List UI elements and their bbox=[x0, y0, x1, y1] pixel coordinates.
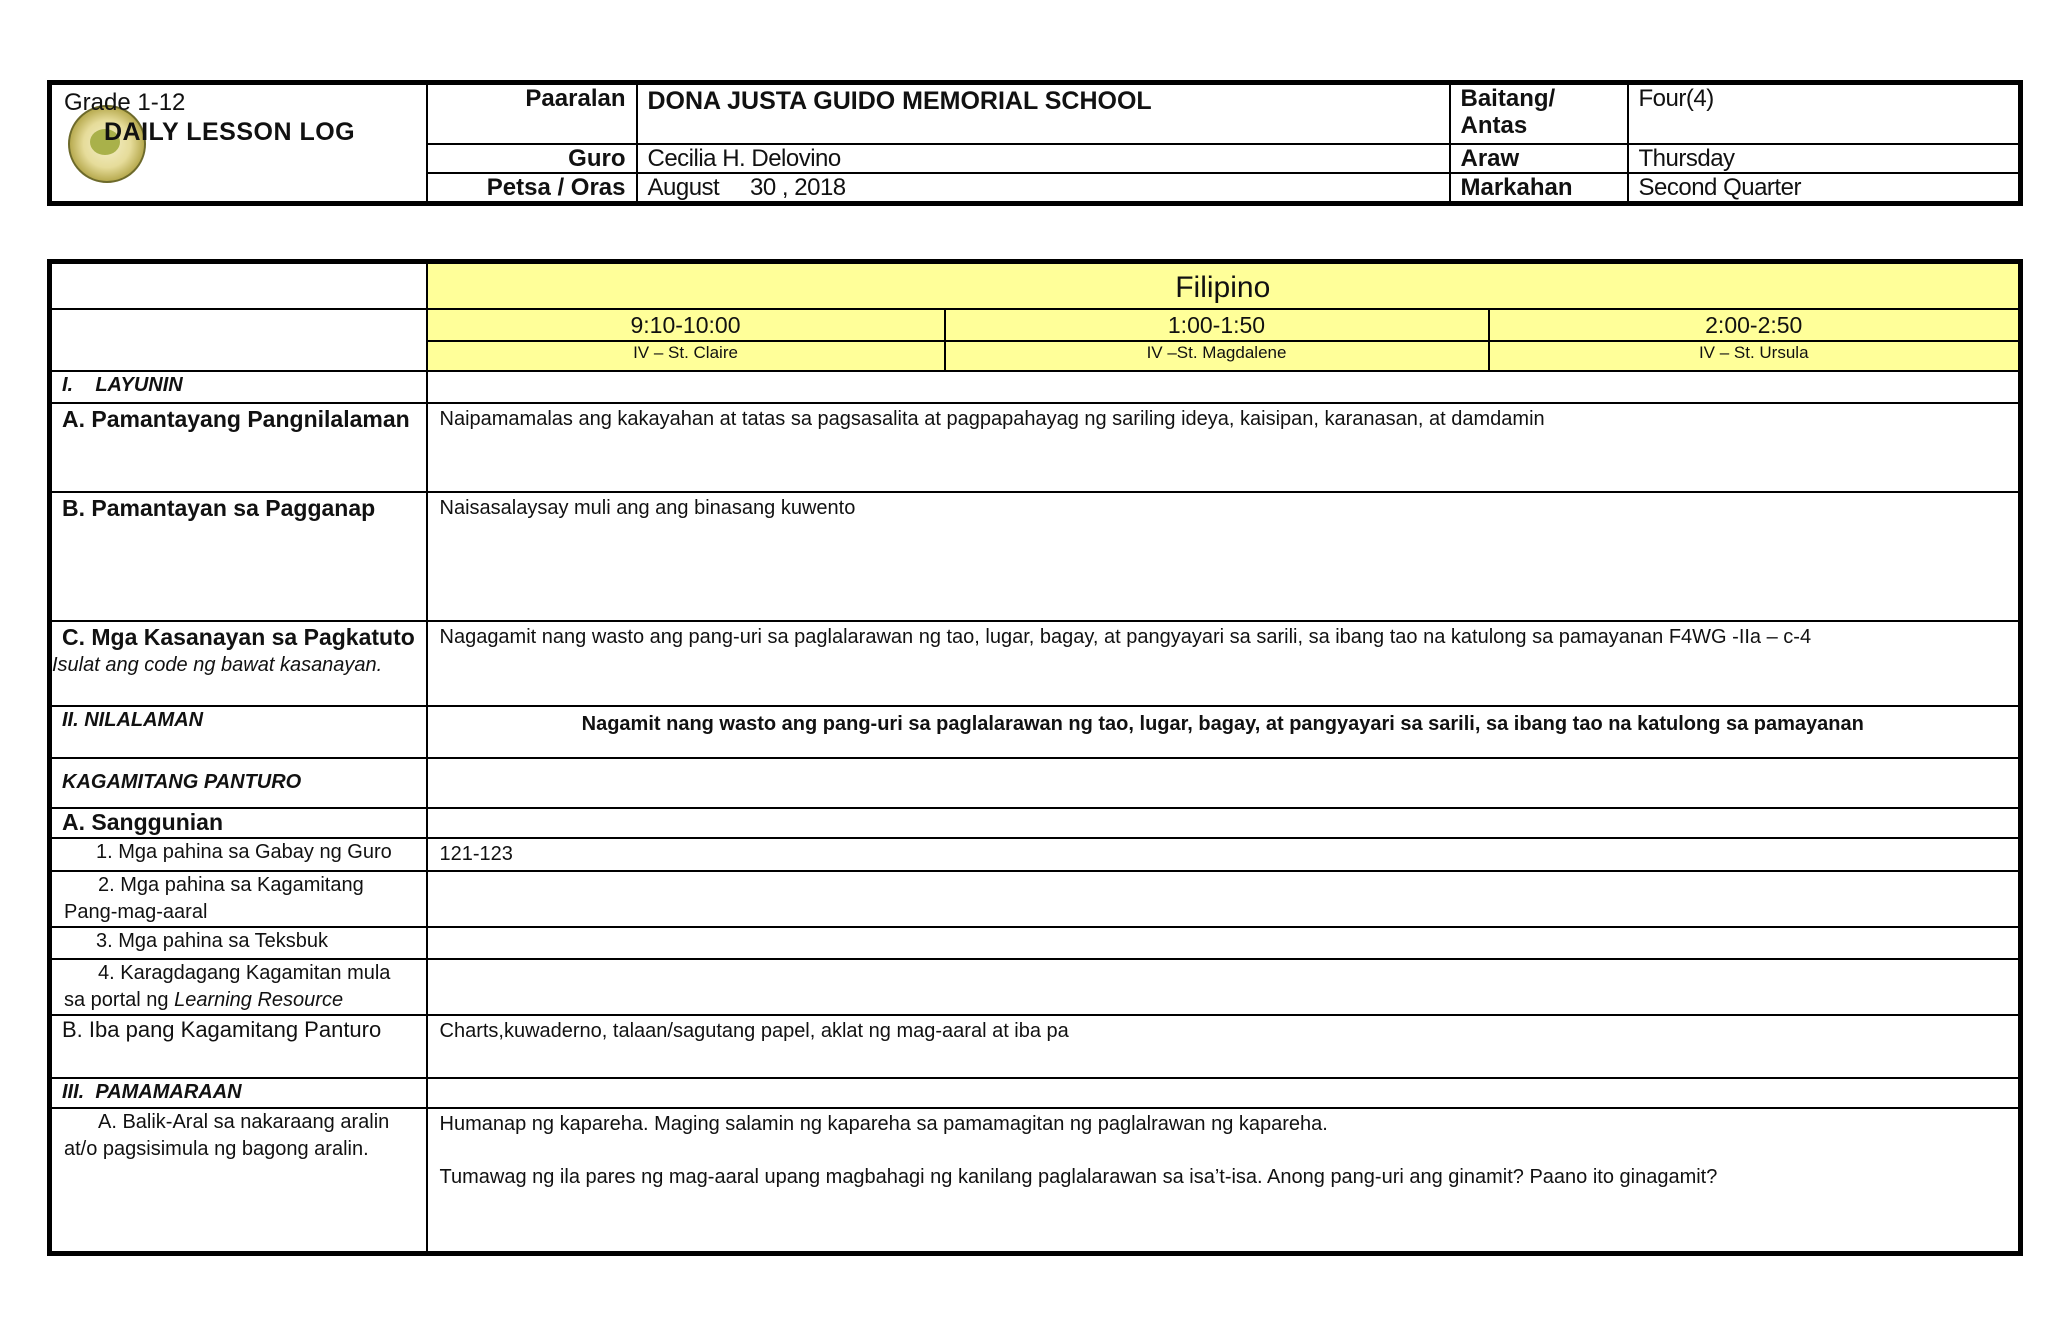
header-table bbox=[47, 80, 2023, 206]
markahan-value: Second Quarter bbox=[1628, 173, 2021, 204]
pamantayang-pangnilalaman-label: A. Pamantayang Pangnilalaman bbox=[50, 403, 427, 492]
blank-cell bbox=[427, 371, 2021, 403]
balik-aral-line-2: Tumawag ng ila pares ng mag-aaral upang magbahagi ng kanilang paglalarawan sa isa’t-isa. Anong pang-uri ang ginamit? Paano ito ginagamit? bbox=[439, 1166, 1718, 1188]
blank-cell bbox=[427, 927, 2021, 959]
kasanayan-value: Nagagamit nang wasto ang pang-uri sa paglalarawan ng tao, lugar, bagay, at pangyayari sa sarili, sa ibang tao na katulong sa pamayanan F4WG -IIa – c-4 bbox=[427, 621, 2021, 706]
kasanayan-cell bbox=[50, 621, 427, 706]
kagamitan-heading: KAGAMITANG PANTURO bbox=[50, 758, 427, 808]
paaralan-label: Paaralan bbox=[427, 83, 637, 144]
balik-aral-cell bbox=[427, 1108, 2021, 1253]
blank-cell bbox=[427, 808, 2021, 838]
document-title: DAILY LESSON LOG bbox=[104, 118, 356, 146]
section-1: IV – St. Claire bbox=[427, 341, 945, 371]
ref-gabay-value: 121-123 bbox=[427, 838, 2021, 871]
paaralan-value: DONA JUSTA GUIDO MEMORIAL SCHOOL bbox=[637, 83, 1450, 144]
guro-label: Guro bbox=[427, 144, 637, 173]
baitang-value: Four(4) bbox=[1628, 83, 2021, 144]
araw-value: Thursday bbox=[1628, 144, 2021, 173]
blank-cell bbox=[50, 262, 427, 310]
layunin-heading: I. LAYUNIN bbox=[50, 371, 427, 403]
nilalaman-heading: II. NILALAMAN bbox=[50, 706, 427, 758]
grade-label: Grade 1-12 bbox=[64, 89, 186, 116]
markahan-label: Markahan bbox=[1450, 173, 1628, 204]
balik-aral-label: A. Balik-Aral sa nakaraang aralin at/o pagsisimula ng bagong aralin. bbox=[50, 1108, 427, 1253]
time-slot-3: 2:00-2:50 bbox=[1489, 309, 2021, 341]
blank-cell bbox=[427, 871, 2021, 927]
section-3: IV – St. Ursula bbox=[1489, 341, 2021, 371]
balik-aral-line-1: Humanap ng kapareha. Maging salamin ng kapareha sa pamamagitan ng paglalrawan ng kapareha. bbox=[439, 1113, 1328, 1135]
iba-kagamitan-label: B. Iba pang Kagamitang Panturo bbox=[50, 1015, 427, 1078]
sanggunian-label: A. Sanggunian bbox=[62, 809, 223, 835]
pamantayan-pagganap-value: Naisasalaysay muli ang ang binasang kuwento bbox=[427, 492, 2021, 621]
lesson-table bbox=[47, 259, 2023, 1256]
ref-kagamitang-label: 2. Mga pahina sa Kagamitang Pang-mag-aaral bbox=[50, 871, 427, 927]
ref-teksbuk-label: 3. Mga pahina sa Teksbuk bbox=[50, 927, 427, 959]
kasanayan-note: Isulat ang code ng bawat kasanayan. bbox=[52, 654, 383, 676]
ref-karagdagang-label: 4. Karagdagang Kagamitan mula sa portal ng bbox=[64, 962, 391, 1011]
sanggunian-cell bbox=[50, 808, 427, 838]
blank-cell bbox=[50, 309, 427, 371]
ref-gabay-label: 1. Mga pahina sa Gabay ng Guro bbox=[50, 838, 427, 871]
time-slot-1: 9:10-10:00 bbox=[427, 309, 945, 341]
ref-karagdagang-cell bbox=[50, 959, 427, 1015]
baitang-label: Baitang/ Antas bbox=[1450, 83, 1628, 144]
blank-cell bbox=[427, 1078, 2021, 1108]
iba-kagamitan-value: Charts,kuwaderno, talaan/sagutang papel, aklat ng mag-aaral at iba pa bbox=[427, 1015, 2021, 1078]
petsa-value: August 30 , 2018 bbox=[637, 173, 1450, 204]
pamamaraan-heading: III. PAMAMARAAN bbox=[50, 1078, 427, 1108]
subject-title: Filipino bbox=[427, 262, 2021, 310]
nilalaman-value: Nagamit nang wasto ang pang-uri sa paglalarawan ng tao, lugar, bagay, at pangyayari sa sarili, sa ibang tao na katulong sa pamayanan bbox=[427, 706, 2021, 758]
kasanayan-label: C. Mga Kasanayan sa Pagkatuto bbox=[62, 624, 415, 650]
pamantayang-pangnilalaman-value: Naipamamalas ang kakayahan at tatas sa pagsasalita at pagpapahayag ng sariling ideya, kaisipan, karanasan, at damdamin bbox=[427, 403, 2021, 492]
guro-value: Cecilia H. Delovino bbox=[637, 144, 1450, 173]
time-slot-2: 1:00-1:50 bbox=[945, 309, 1489, 341]
ref-karagdagang-italic: Learning Resource bbox=[174, 989, 344, 1011]
petsa-label: Petsa / Oras bbox=[427, 173, 637, 204]
blank-cell bbox=[427, 959, 2021, 1015]
blank-cell bbox=[427, 758, 2021, 808]
pamantayan-pagganap-label: B. Pamantayan sa Pagganap bbox=[50, 492, 427, 621]
araw-label: Araw bbox=[1450, 144, 1628, 173]
header-logo-cell bbox=[50, 83, 427, 204]
section-2: IV –St. Magdalene bbox=[945, 341, 1489, 371]
